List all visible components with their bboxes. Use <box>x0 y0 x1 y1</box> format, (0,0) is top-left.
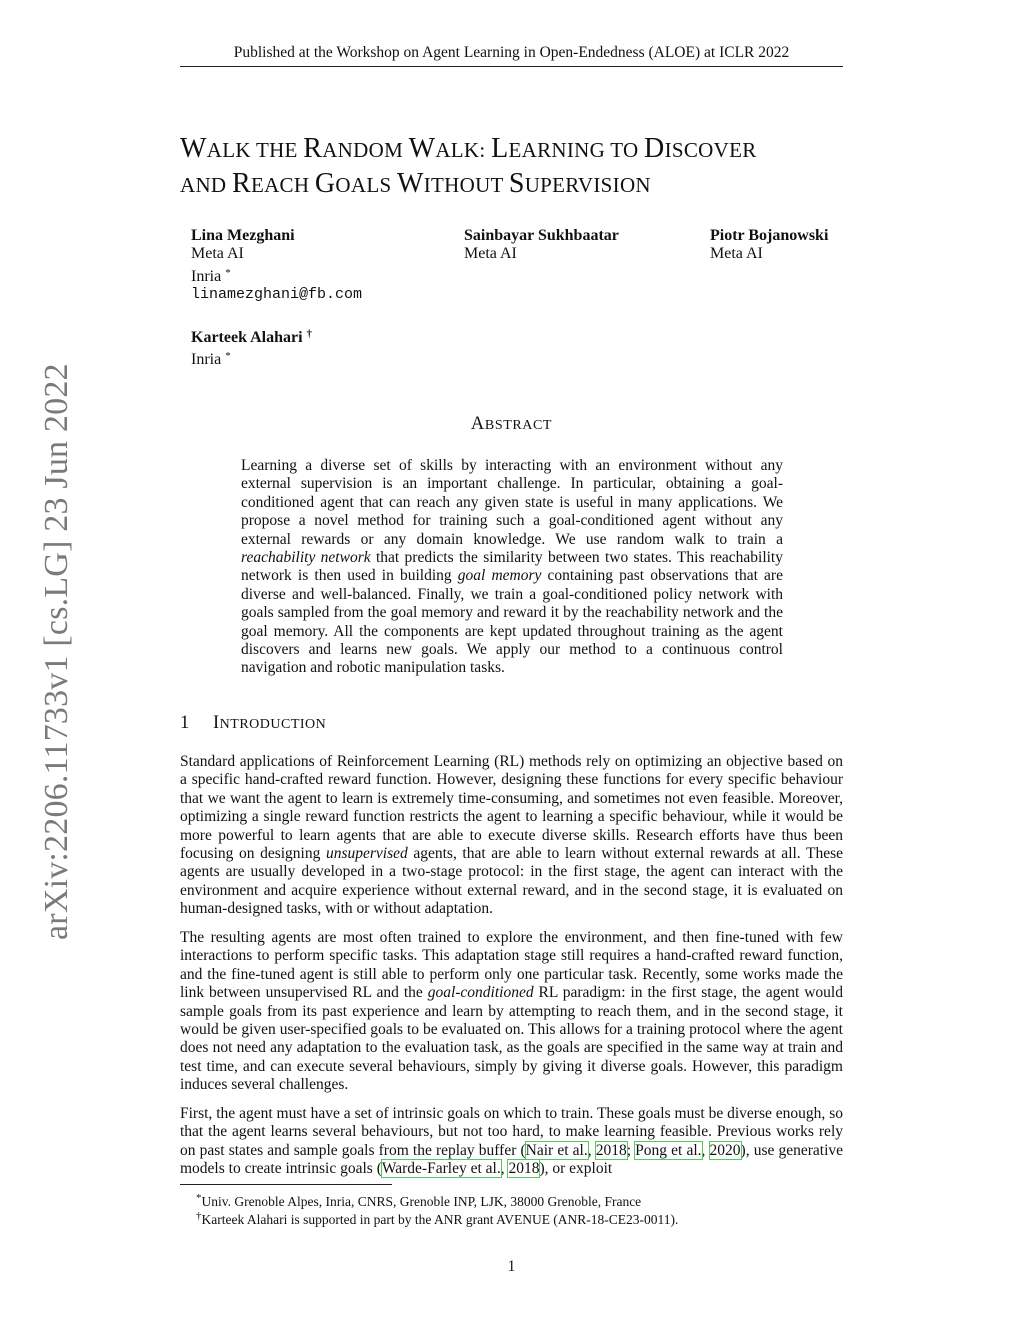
paragraph: First, the agent must have a set of intrinsic goals on which to train. These goals must be diverse enough, so that the agent learns several behaviours, but not too hard, to make learning feasible. Previous works rely on past states and sample goals from the replay buffer (Nair et al., 2018; Pong et al., 2020), use generative models to create intrinsic goals (Warde-Farley et al., 2018), or exploit <box>180 1105 844 1178</box>
author-name: Piotr Bojanowski <box>710 227 829 244</box>
author-name: Lina Mezghani <box>191 227 295 244</box>
citation-link[interactable]: Nair et al. <box>525 1141 588 1159</box>
abstract-heading: ABSTRACT <box>470 414 553 434</box>
title-line-2: AND REACH GOALS WITHOUT SUPERVISION <box>180 168 651 199</box>
citation-link[interactable]: Warde-Farley et al. <box>381 1160 501 1178</box>
author-block-2 <box>464 227 619 264</box>
author-affiliation: Meta AI <box>191 245 244 262</box>
paper-title <box>180 132 860 202</box>
running-header: Published at the Workshop on Agent Learning in Open-Endedness (ALOE) at ICLR 2022 <box>180 44 843 67</box>
author-affiliation: Meta AI <box>464 245 517 262</box>
citation-link[interactable]: 2018 <box>508 1160 540 1178</box>
author-affiliation: Inria * <box>191 266 231 285</box>
author-block-3 <box>710 227 828 264</box>
citation-link[interactable]: Pong et al. <box>635 1141 702 1159</box>
author-block-4 <box>191 328 312 370</box>
author-affiliation: Inria * <box>191 350 231 368</box>
author-name: Sainbayar Sukhbaatar <box>464 227 619 244</box>
footnote-divider <box>180 1184 392 1185</box>
footnote: †Karteek Alahari is supported in part by the ANR grant AVENUE (ANR-18-CE23-0011). <box>196 1210 679 1227</box>
arxiv-identifier: arXiv:2206.11733v1 [cs.LG] 23 Jun 2022 <box>38 363 75 940</box>
abstract-text: Learning a diverse set of skills by interacting with an environment without any external supervision is an important challenge. In particular, obtaining a goal-conditioned agent that can reach any given state is useful in many applications. We propose a novel method for training such a goal-conditioned agent without any external rewards or any domain knowledge. We use random walk to train a reachability network that predicts the similarity between two states. This reachability network is then used in building goal memory containing past observations that are diverse and well-balanced. Finally, we train a goal-conditioned policy network with goals sampled from the goal memory and reward it by the reachability network and the goal memory. All the components are kept updated throughout training as the agent discovers and learns new goals. We apply our method to a continuous control navigation and robotic manipulation tasks. <box>241 457 783 677</box>
title-line-1: WALK THE RANDOM WALK: LEARNING TO DISCOVER <box>180 133 757 164</box>
author-name: Karteek Alahari † <box>191 328 313 346</box>
paragraph: The resulting agents are most often trained to explore the environment, and then fine-tuned with few interactions to perform specific tasks. This adaptation stage still requires a hand-crafted reward function, and the fine-tuned agent is still able to perform only one particular task. Recently, some works made the link between unsupervised RL and the goal-conditioned RL paradigm: in the first stage, the agent would sample goals from its past experience and learn by attempting to reach them, and in the second stage, it would be given user-specified goals to be evaluated on. This allows for a training protocol where the agent does not need any adaptation to the evaluation task, as the goals are specified in the same way at train and test time, and can execute several behaviours, simply by giving it diverse goals. However, this paradigm induces several challenges. <box>180 929 843 1094</box>
footnote: *Univ. Grenoble Alpes, Inria, CNRS, Grenoble INP, LJK, 38000 Grenoble, France <box>196 1192 642 1209</box>
section-heading: 1 INTRODUCTION <box>180 713 327 733</box>
author-email[interactable]: linamezghani@fb.com <box>191 286 363 303</box>
author-block-1 <box>191 227 362 303</box>
author-affiliation: Meta AI <box>710 245 763 262</box>
citation-link[interactable]: 2020 <box>709 1141 741 1159</box>
page-number: 1 <box>507 1258 516 1275</box>
paragraph: Standard applications of Reinforcement Learning (RL) methods rely on optimizing an objective based on a specific hand-crafted reward function. However, designing these functions for every specific behaviour that we want the agent to learn is extremely time-consuming, and sometimes not even feasible. Moreover, optimizing a single reward function restricts the agent to learning a specific behaviour, while it would be more powerful to learn agents that are able to execute diverse skills. Research efforts have thus been focusing on designing unsupervised agents, that are able to learn without external rewards at all. These agents are usually developed in a two-stage protocol: in the first stage, the agent can interact with the environment and acquire experience without external reward, and in the second stage, it is evaluated on human-designed tasks, with or without adaptation. <box>180 753 844 918</box>
citation-link[interactable]: 2018 <box>595 1141 627 1159</box>
